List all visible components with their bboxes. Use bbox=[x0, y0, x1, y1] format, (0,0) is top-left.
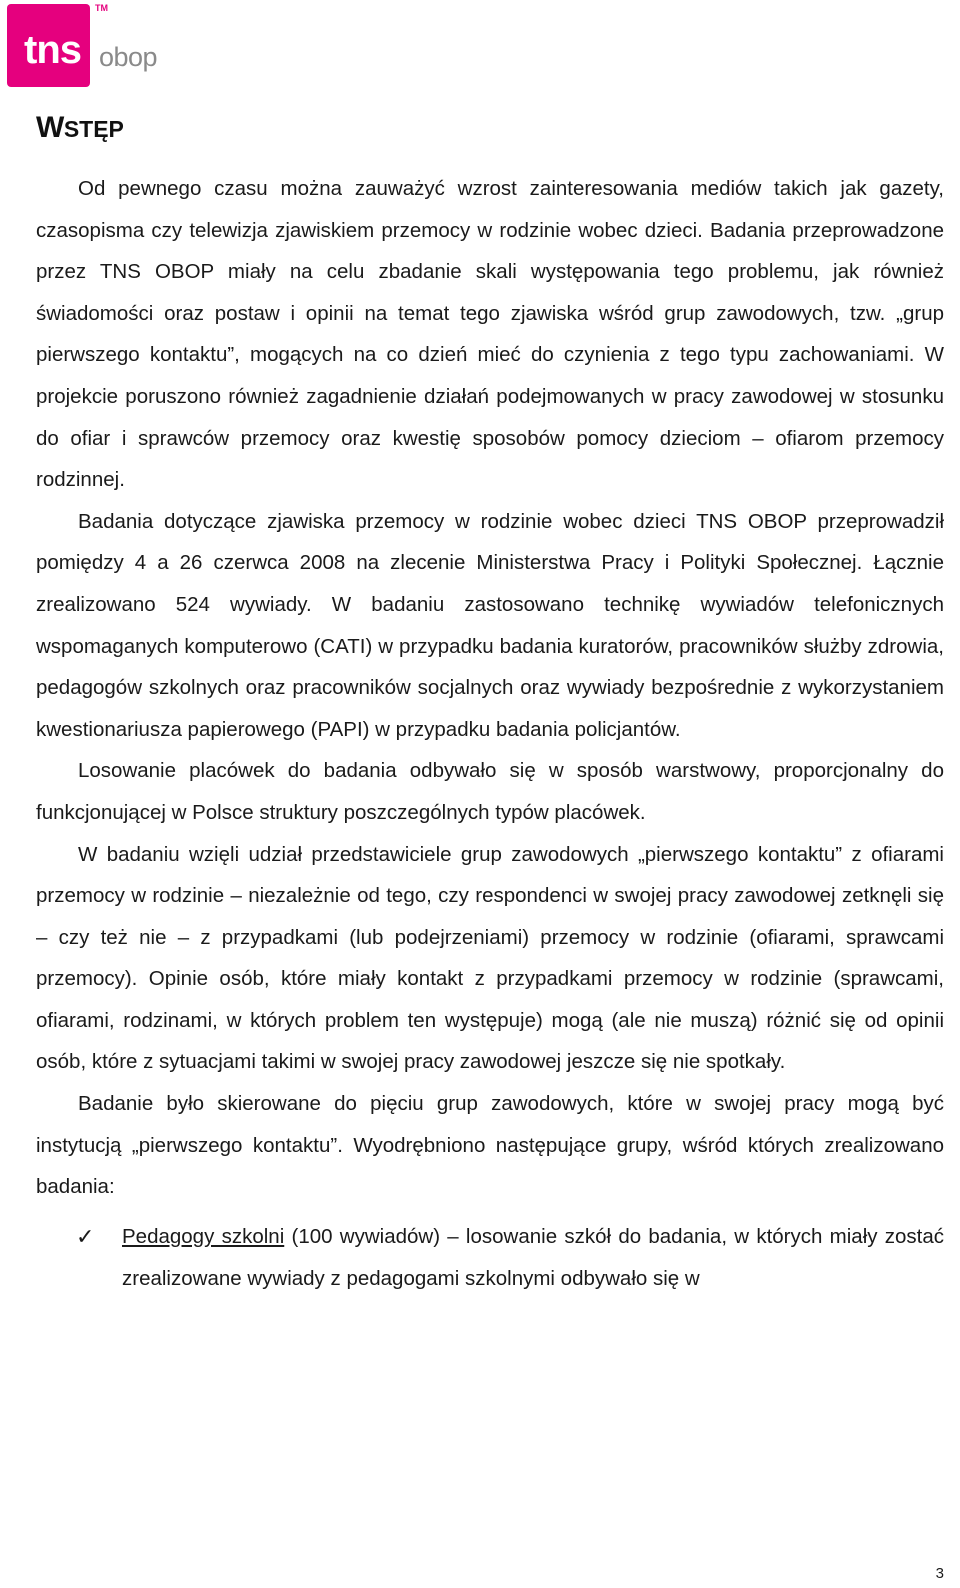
checkmark-icon: ✓ bbox=[76, 1224, 95, 1249]
paragraph: Badanie było skierowane do pięciu grup zawodowych, które w swojej pracy mogą być instytucją „pierwszego kontaktu”. Wyodrębniono następujące grupy, wśród których zrealizowano badania: bbox=[36, 1092, 944, 1199]
logo-tns-text: tns bbox=[24, 28, 81, 72]
logo-trademark: TM bbox=[95, 3, 108, 13]
list-item-term: Pedagogy szkolni bbox=[122, 1225, 285, 1248]
paragraph: W badaniu wzięli udział przedstawiciele grup zawodowych „pierwszego kontaktu” z ofiarami przemocy w rodzinie – niezależnie od tego, czy respondenci w swojej pracy zawodowej zetknęli się – czy też nie – z przypadkami (lub podejrzeniami) przemocy w rodzinie (ofiarami, sprawcami przemocy). Opinie osób, które miały kontakt z przypadkami przemocy w rodzinie (sprawcami, ofiarami, rodzinami, w których problem ten występuje) mogą (ale nie muszą) różnić się od opinii osób, które z sytuacjami takimi w swojej pracy zawodowej jeszcze się nie spotkały. bbox=[36, 842, 944, 1074]
paragraph: Losowanie placówek do badania odbywało się w sposób warstwowy, proporcjonalny do funkcjonującej w Polsce struktury poszczególnych typów placówek. bbox=[36, 759, 944, 824]
logo-mark-box bbox=[7, 4, 90, 87]
page-number: 3 bbox=[935, 1565, 944, 1582]
logo-obop-text: obop bbox=[99, 42, 158, 72]
body-text bbox=[36, 168, 944, 1208]
paragraph: Od pewnego czasu można zauważyć wzrost zainteresowania mediów takich jak gazety, czasopisma czy telewizja zjawiskiem przemocy w rodzinie wobec dzieci. Badania przeprowadzone przez TNS OBOP miały na celu zbadanie skali występowania tego problemu, jak również świadomości oraz postaw i opinii na temat tego zjawiska wśród grup zawodowych, tzw. „grup pierwszego kontaktu”, mogących na co dzień mieć do czynienia z tego typu zachowaniami. W projekcie poruszono również zagadnienie działań podejmowanych w pracy zawodowej w stosunku do ofiar i sprawców przemocy oraz kwestię sposobów pomocy dzieciom – ofiarom przemocy rodzinnej. bbox=[36, 177, 944, 492]
tns-obop-logo bbox=[7, 4, 157, 90]
section-heading bbox=[36, 108, 124, 149]
heading-first-letter: W bbox=[36, 111, 64, 144]
paragraph: Badania dotyczące zjawiska przemocy w rodzinie wobec dzieci TNS OBOP przeprowadził pomiędzy 4 a 26 czerwca 2008 na zlecenie Ministerstwa Pracy i Polityki Społecznej. Łącznie zrealizowano 524 wywiady. W badaniu zastosowano technikę wywiadów telefonicznych wspomaganych komputerowo (CATI) w przypadku badania kuratorów, pracowników służby zdrowia, pedagogów szkolnych oraz pracowników socjalnych oraz wywiady bezpośrednie z wykorzystaniem kwestionariusza papierowego (PAPI) w przypadku badania policjantów. bbox=[36, 509, 944, 741]
list-item bbox=[36, 1216, 944, 1299]
heading-rest: STĘP bbox=[63, 116, 124, 142]
group-list bbox=[36, 1216, 944, 1299]
list-item-text: (100 wywiadów) – losowanie szkół do badania, w których miały zostać zrealizowane wywiady z pedagogami szkolnymi odbywało się w bbox=[122, 1225, 944, 1290]
